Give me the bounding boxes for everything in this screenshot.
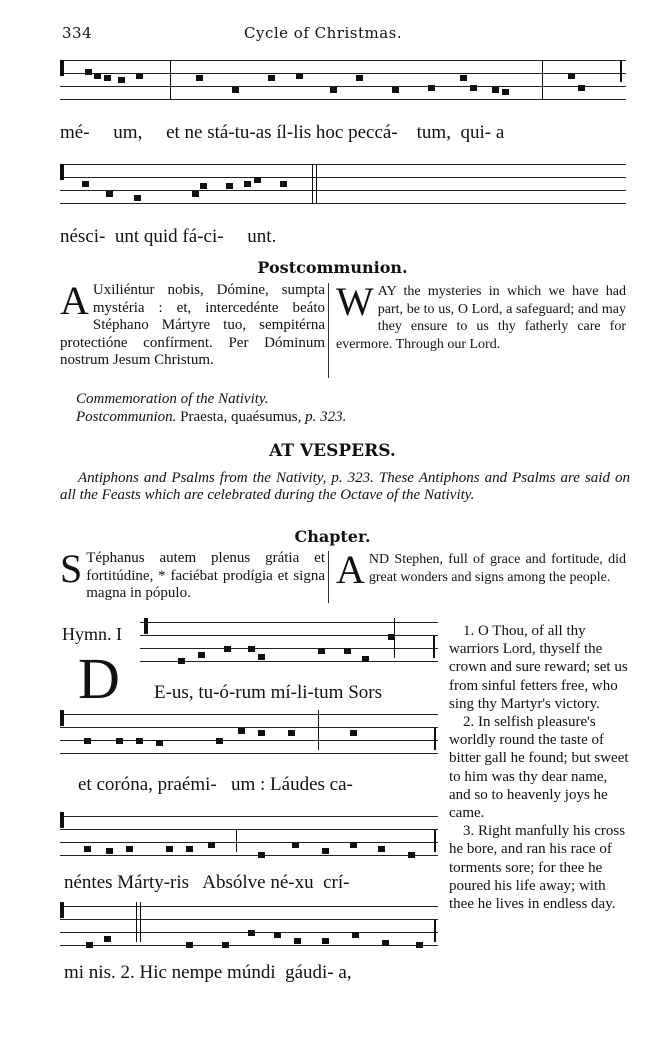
running-title: Cycle of Christmas. — [244, 24, 403, 42]
chapter-title: Chapter. — [294, 527, 371, 546]
chapter-latin — [60, 546, 325, 603]
drop-cap: A — [60, 278, 89, 323]
latin-text: Téphanus autem plenus grátia et fortitúdine, * faciébat prodígia et signa magna in pópulo. — [86, 550, 325, 601]
stanza-2: 2. In selfish pleasure's worldly round the taste of bitter gall he found; but sweet to him was thy dear name, and so to heavenly joys he came. — [449, 714, 629, 822]
postcomm-ref: Praesta, quaésumus, — [180, 409, 302, 425]
neumes — [60, 812, 438, 862]
chant-lyrics-2: nésci- unt quid fá-ci- unt. — [60, 226, 277, 247]
postcommunion-reference — [76, 409, 346, 426]
hymn-lyrics-2: et coróna, praémi- um : Láudes ca- — [78, 774, 353, 795]
page-number: 334 — [62, 24, 93, 42]
column-divider — [328, 283, 329, 378]
hymn-initial: D — [78, 646, 120, 711]
vespers-title: AT VESPERS. — [269, 441, 396, 461]
english-text: AY the mysteries in which we have had part, be to us, O Lord, a safeguard; and may they ensure to us thy fatherly care for evermore. Through our Lord. — [336, 284, 626, 352]
chapter-english — [336, 547, 626, 592]
hymn-staff-4 — [60, 906, 438, 946]
postcommunion-title: Postcommunion. — [257, 258, 408, 277]
hymn-staff-1 — [140, 622, 438, 662]
hymn-label: Hymn. I — [62, 624, 122, 644]
drop-cap: W — [336, 279, 374, 324]
hymn-lyrics-3: néntes Márty-ris Absólve né-xu crí- — [64, 872, 350, 893]
neumes — [60, 161, 626, 213]
postcommunion-english — [336, 279, 626, 353]
postcommunion-latin — [60, 278, 325, 370]
column-divider — [328, 551, 329, 603]
chant-lyrics-1: mé- um, et ne stá-tu-as íl-lis hoc peccá- tum, qui- a — [60, 122, 505, 143]
neumes — [60, 710, 438, 760]
hymn-translation — [449, 622, 629, 913]
latin-text: Uxiliéntur nobis, Dómine, sumpta mystéria : et, intercedénte beáto Stéphano Mártyre tuo, sempitérna protectióne confírment. Per Dóminum nostrum Jesum Christum. — [60, 282, 325, 368]
neumes — [140, 618, 438, 668]
hymn-staff-3 — [60, 816, 438, 856]
chant-staff-1 — [60, 60, 626, 100]
vespers-note: Antiphons and Psalms from the Nativity, p. 323. These Antiphons and Psalms are said on all the Feasts which are celebrated during the Octave of the Nativity. — [60, 470, 630, 503]
hymn-lyrics-4: mi nis. 2. Hic nempe múndi gáudi- a, — [64, 962, 352, 983]
commemoration: Commemoration of the Nativity. — [76, 391, 269, 407]
chant-staff-2 — [60, 164, 626, 204]
english-text: ND Stephen, full of grace and fortitude, did great wonders and signs among the people. — [368, 552, 626, 585]
postcomm-page: p. 323. — [305, 409, 347, 425]
hymn-staff-2 — [60, 714, 438, 754]
postcomm-label: Postcommunion. — [76, 409, 177, 425]
neumes — [60, 902, 438, 954]
neumes — [60, 55, 626, 105]
drop-cap: A — [336, 547, 365, 592]
drop-cap: S — [60, 546, 83, 591]
hymn-lyrics-1: E-us, tu-ó-rum mí-li-tum Sors — [154, 682, 382, 703]
stanza-1: 1. O Thou, of all thy warriors Lord, thyself the crown and sure reward; set us from sinful fetters free, who sing thy Martyr's victory. — [449, 623, 628, 712]
stanza-3: 3. Right manfully his cross he bore, and ran his race of torments sore; for thee he poured his life away; with thee he lives in endless day. — [449, 823, 626, 913]
